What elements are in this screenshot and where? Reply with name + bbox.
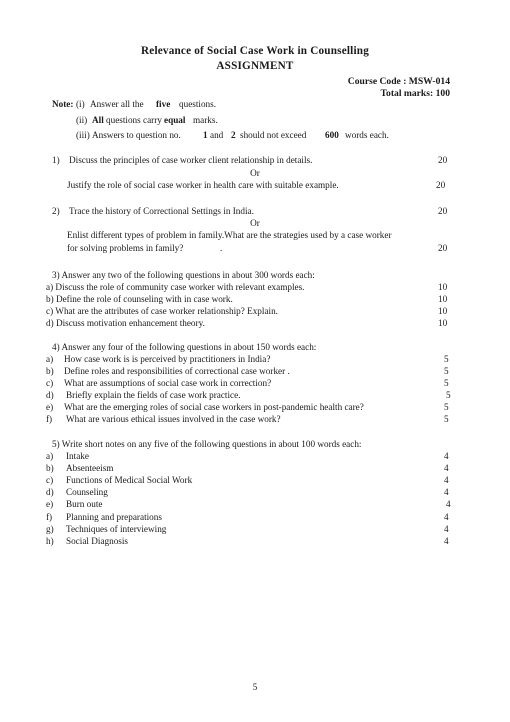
- q2-a-text: Trace the history of Correctional Settings in India.: [69, 206, 254, 216]
- q5-item-marks: 4: [444, 475, 449, 485]
- q3-item: [0, 295, 510, 306]
- q3-item-marks: 10: [438, 306, 448, 316]
- q4-item: [0, 415, 510, 426]
- q4-item-text: What are various ethical issues involved in the case work?: [66, 414, 281, 424]
- q5-item-marks: 4: [444, 512, 449, 522]
- q1-part-a: [0, 156, 510, 167]
- q5-item-text: Absenteeism: [66, 463, 114, 473]
- document-title: Relevance of Social Case Work in Counselling: [141, 45, 369, 57]
- course-code: Course Code : MSW-014: [347, 76, 450, 87]
- q5-item: [0, 525, 510, 536]
- q2-b-text-2: for solving problems in family?: [67, 243, 184, 253]
- q5-item-text: Burn oute: [66, 499, 103, 509]
- q3-item-marks: 10: [438, 294, 448, 304]
- q5-item-label: b): [46, 463, 54, 473]
- q2-part-b-1: [0, 231, 510, 242]
- q1-b-text: Justify the role of social case worker in health care with suitable example.: [67, 180, 339, 190]
- q1-part-b: [0, 181, 510, 192]
- q4-item-label: e): [46, 402, 54, 412]
- q5-item-text: Intake: [66, 451, 89, 461]
- q5-item-text: Functions of Medical Social Work: [66, 475, 193, 485]
- q3-item: [0, 283, 510, 294]
- q5-item-text: Counseling: [66, 487, 108, 497]
- q1-b-marks: 20: [436, 180, 446, 190]
- q2-b-marks: 20: [438, 243, 448, 253]
- q3-item-marks: 10: [438, 318, 448, 328]
- note-3-q1: 1: [203, 130, 208, 140]
- q5-item: [0, 537, 510, 548]
- note-2-number: (ii): [76, 115, 88, 125]
- note-3-limit-text: should not exceed: [240, 130, 307, 140]
- q4-item-text: How case work is is perceived by practitioners in India?: [64, 354, 271, 364]
- q4-item-label: c): [46, 378, 54, 388]
- q5-item-marks: 4: [446, 499, 451, 509]
- note-1-text-end: questions.: [179, 99, 217, 109]
- document-subtitle: ASSIGNMENT: [216, 60, 294, 72]
- q4-item-text: What are assumptions of social case work in correction?: [64, 378, 272, 388]
- q5-intro: [0, 440, 510, 451]
- q4-item-text: Define roles and responsibilities of correctional case worker .: [64, 366, 290, 376]
- q5-item-marks: 4: [444, 451, 449, 461]
- q4-item-text: What are the emerging roles of social case workers in post-pandemic health care?: [64, 402, 364, 412]
- q3-intro-text: 3) Answer any two of the following questions in about 300 words each:: [52, 270, 315, 280]
- q5-item: [0, 500, 510, 511]
- q5-intro-text: 5) Write short notes on any five of the following questions in about 100 words each:: [52, 439, 362, 449]
- q5-item-text: Techniques of interviewing: [66, 524, 167, 534]
- q1-number: 1): [52, 155, 60, 165]
- q5-item-text: Planning and preparations: [66, 512, 162, 522]
- note-3-text: Answers to question no.: [92, 130, 181, 140]
- q4-item-marks: 5: [446, 390, 451, 400]
- note-3-and: and: [210, 130, 224, 140]
- q4-item-marks: 5: [444, 354, 449, 364]
- note-line-2: [0, 116, 510, 127]
- q5-item-label: d): [46, 487, 54, 497]
- page-number: 5: [252, 682, 258, 692]
- note-1-number: (i): [76, 99, 85, 109]
- q5-item-marks: 4: [444, 536, 449, 546]
- q1-a-marks: 20: [438, 155, 448, 165]
- q3-item-text: d) Discuss motivation enhancement theory.: [46, 318, 205, 328]
- q3-item-text: c) What are the attributes of case worker relationship? Explain.: [46, 306, 278, 316]
- q3-intro: [0, 271, 510, 282]
- q2-b-dot: .: [220, 243, 223, 253]
- q5-item-label: g): [46, 524, 54, 534]
- q5-item: [0, 513, 510, 524]
- q4-item-marks: 5: [444, 366, 449, 376]
- q3-item-text: b) Define the role of counseling with in case work.: [46, 294, 233, 304]
- q4-intro-text: 4) Answer any four of the following questions in about 150 words each:: [52, 342, 317, 352]
- q4-item: [0, 367, 510, 378]
- q2-number: 2): [52, 206, 60, 216]
- q3-item: [0, 319, 510, 330]
- q4-item-label: d): [46, 390, 54, 400]
- q1-a-text: Discuss the principles of case worker client relationship in details.: [69, 155, 313, 165]
- q2-a-marks: 20: [438, 206, 448, 216]
- q2-part-a: [0, 207, 510, 218]
- note-label: Note:: [52, 99, 74, 109]
- q2-b-text-1: Enlist different types of problem in family.What are the strategies used by a case worker: [67, 230, 392, 240]
- q5-item-marks: 4: [444, 487, 449, 497]
- q3-item: [0, 307, 510, 318]
- q2-or: Or: [250, 218, 260, 228]
- note-2-text: questions carry: [106, 115, 162, 125]
- note-line-3: [0, 131, 510, 142]
- total-marks: Total marks: 100: [380, 88, 450, 99]
- q4-item-label: a): [46, 354, 54, 364]
- q4-item-marks: 5: [444, 378, 449, 388]
- q5-item-label: e): [46, 499, 54, 509]
- q5-item-label: h): [46, 536, 54, 546]
- q5-item: [0, 452, 510, 463]
- note-line-1: [0, 100, 510, 111]
- q4-item-label: f): [46, 414, 53, 424]
- note-3-q2: 2: [231, 130, 236, 140]
- q5-item: [0, 488, 510, 499]
- note-1-emphasis: five: [156, 99, 171, 109]
- q5-item-marks: 4: [444, 524, 449, 534]
- note-3-number: (iii): [76, 130, 90, 140]
- q4-item-marks: 5: [444, 402, 449, 412]
- note-2-emphasis-equal: equal: [164, 115, 186, 125]
- note-3-text-end: words each.: [345, 130, 389, 140]
- q5-item-label: c): [46, 475, 54, 485]
- q4-item-marks: 5: [444, 414, 449, 424]
- q4-item-label: b): [46, 366, 54, 376]
- q5-item: [0, 464, 510, 475]
- q5-item-label: f): [46, 512, 53, 522]
- q1-or: Or: [250, 168, 260, 178]
- q4-item: [0, 391, 510, 402]
- q4-intro: [0, 343, 510, 354]
- note-3-word-count: 600: [325, 130, 339, 140]
- note-1-text: Answer all the: [90, 99, 144, 109]
- q4-item: [0, 379, 510, 390]
- q3-item-text: a) Discuss the role of community case worker with relevant examples.: [46, 282, 305, 292]
- note-2-emphasis: All: [92, 115, 104, 125]
- q4-item-text: Briefly explain the fields of case work practice.: [66, 390, 241, 400]
- q5-item: [0, 476, 510, 487]
- note-2-text-end: marks.: [193, 115, 218, 125]
- q4-item: [0, 403, 510, 414]
- q4-item: [0, 355, 510, 366]
- q5-item-text: Social Diagnosis: [66, 536, 129, 546]
- q3-item-marks: 10: [438, 282, 448, 292]
- q5-item-label: a): [46, 451, 54, 461]
- q5-item-marks: 4: [444, 463, 449, 473]
- q2-part-b-2: [0, 244, 510, 255]
